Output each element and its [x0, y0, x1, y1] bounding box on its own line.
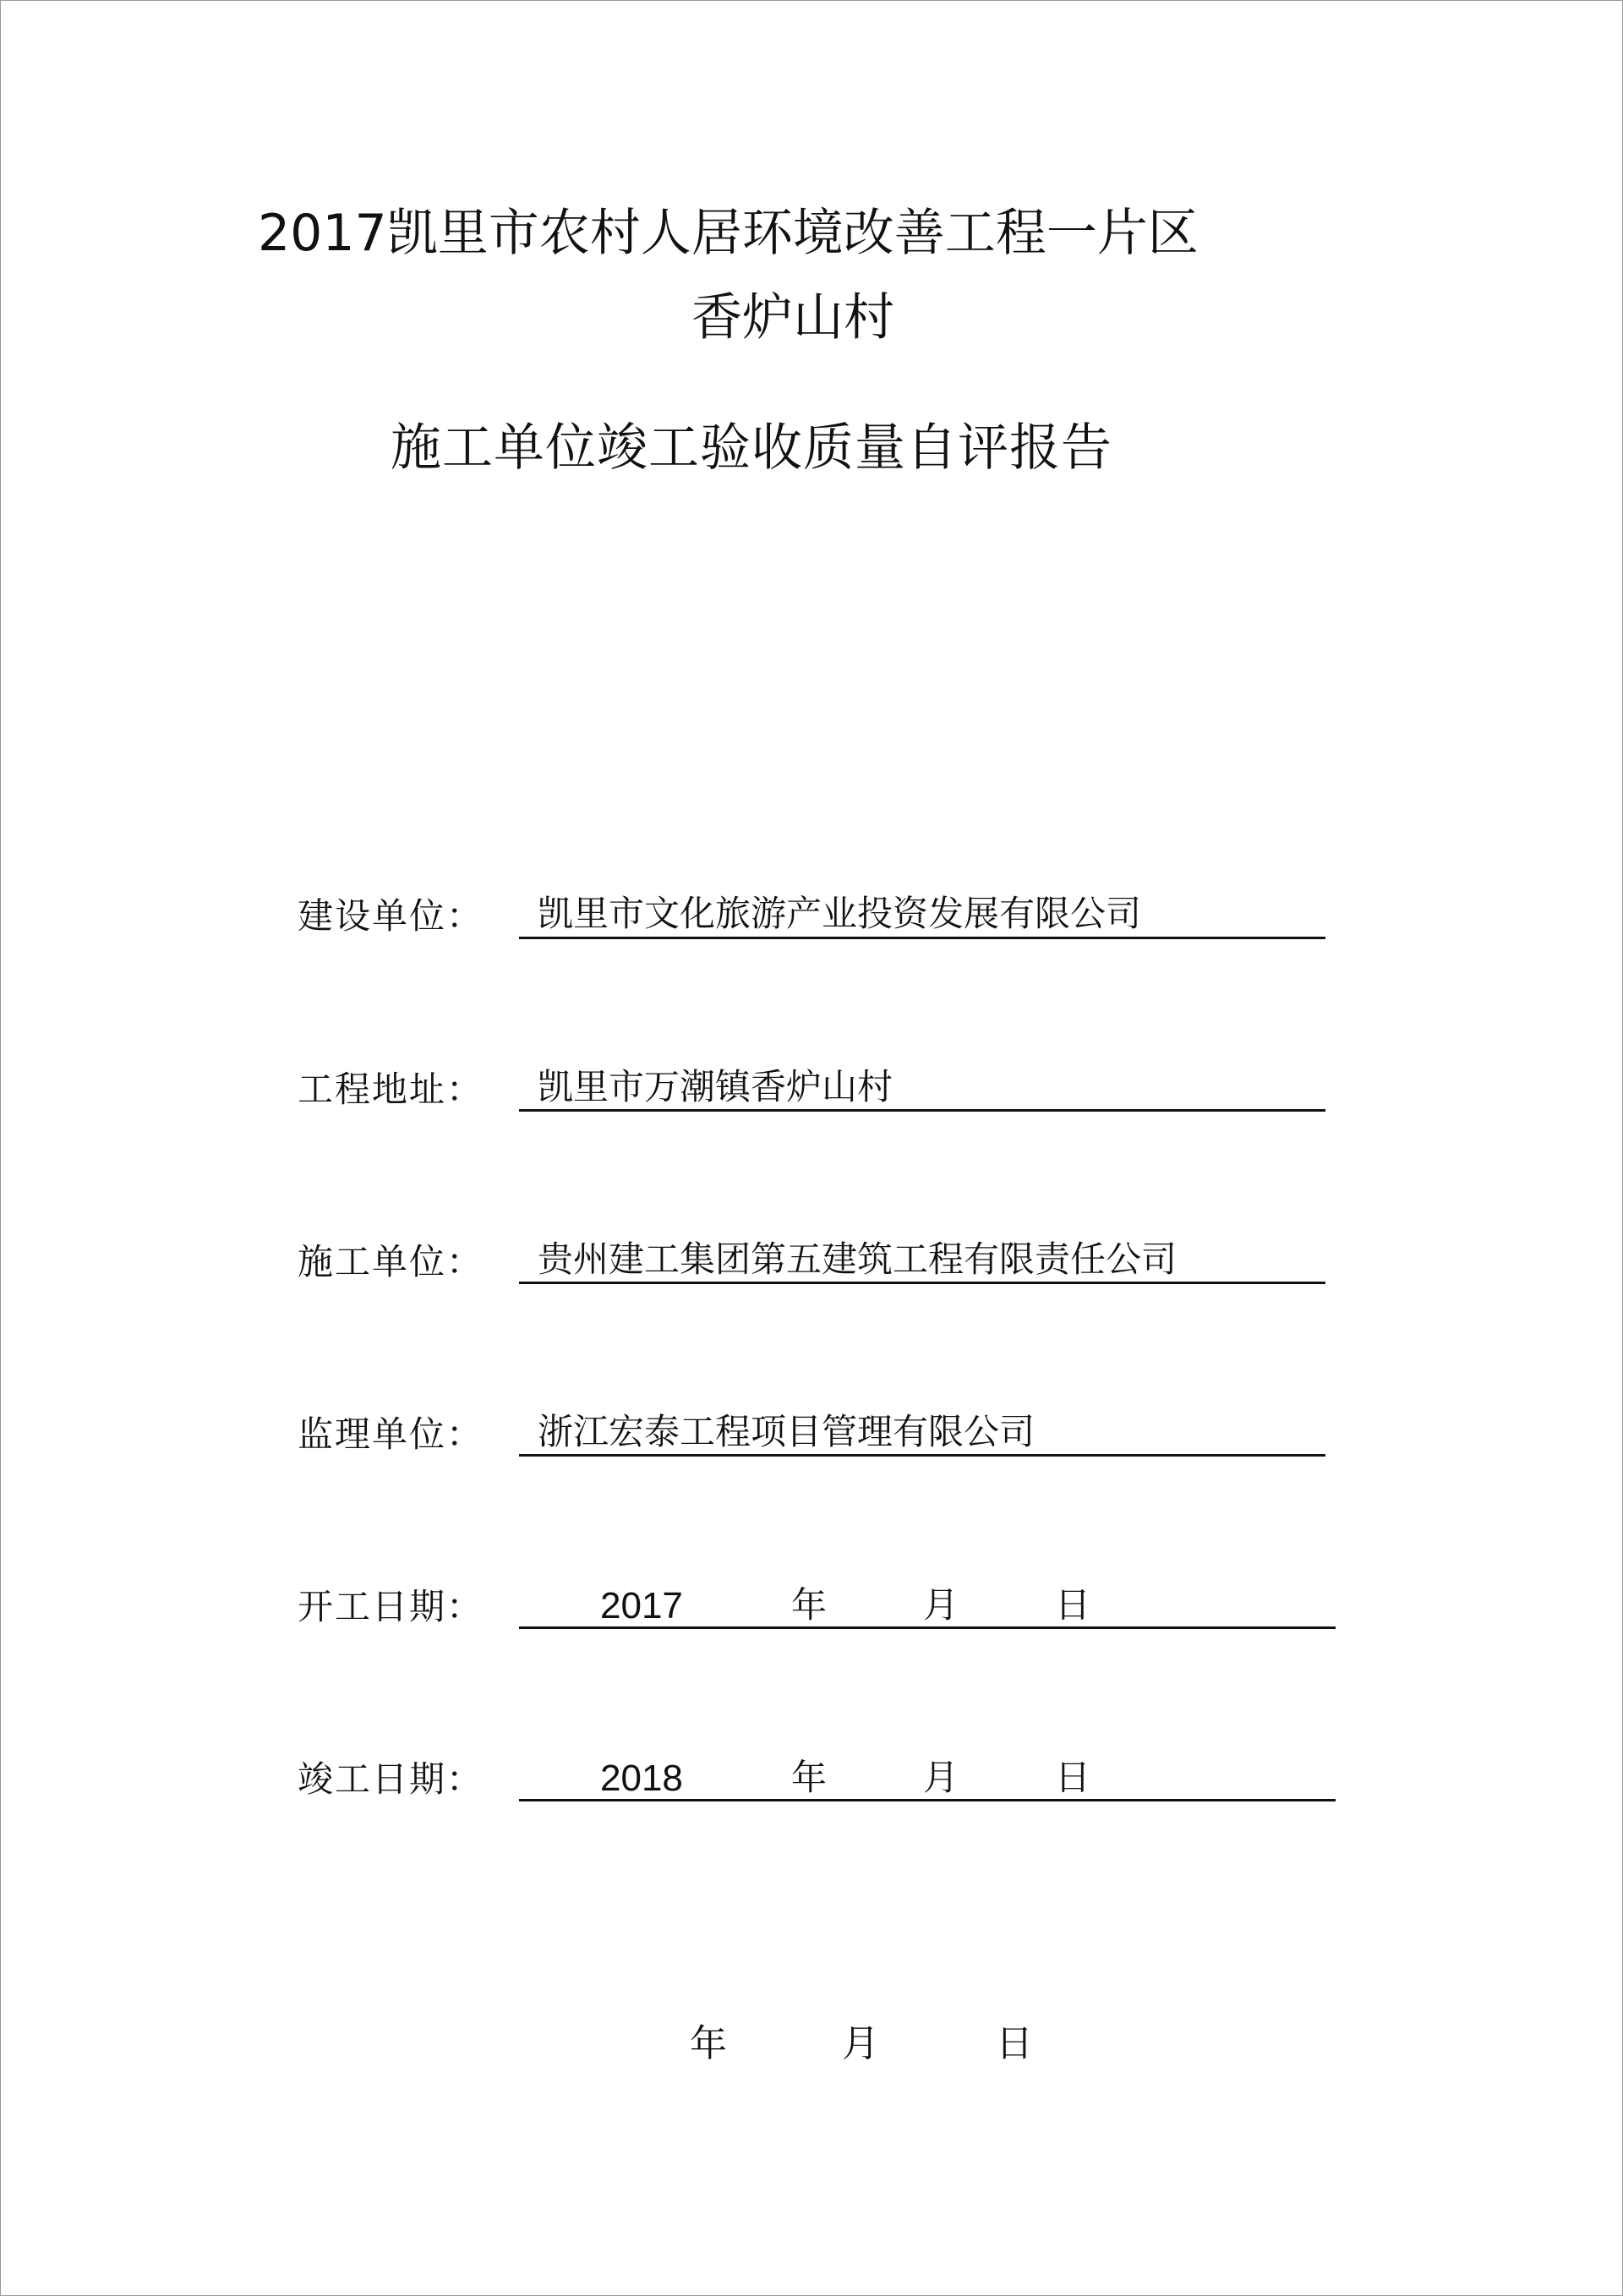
start-date-year: 2017 [600, 1585, 683, 1626]
contractor-underline [519, 1282, 1325, 1284]
supervisor-label: 监理单位： [298, 1413, 484, 1455]
end-date-underline [519, 1799, 1336, 1801]
start-date-month-unit: 月 [923, 1584, 959, 1626]
address-value: 凯里市万潮镇香炉山村 [538, 1066, 893, 1107]
supervisor-value: 浙江宏泰工程项目管理有限公司 [538, 1411, 1036, 1452]
address-underline [519, 1109, 1325, 1112]
start-date-label: 开工日期： [298, 1586, 484, 1627]
owner-value: 凯里市文化旅游产业投资发展有限公司 [538, 893, 1142, 934]
contractor-label: 施工单位： [298, 1241, 484, 1282]
start-date-year-unit: 年 [791, 1584, 828, 1626]
end-date-year: 2018 [600, 1758, 683, 1799]
footer-month-unit: 月 [842, 2022, 879, 2065]
supervisor-underline [519, 1454, 1325, 1457]
end-date-month-unit: 月 [923, 1757, 959, 1798]
owner-label: 建设单位： [298, 895, 484, 937]
report-title-line-2: 香炉山村 [691, 288, 894, 347]
end-date-label: 竣工日期： [298, 1758, 484, 1800]
address-label: 工程地址： [298, 1069, 484, 1110]
contractor-value: 贵州建工集团第五建筑工程有限责任公司 [538, 1238, 1178, 1280]
end-date-day-unit: 日 [1055, 1757, 1091, 1798]
end-date-year-unit: 年 [791, 1757, 828, 1798]
footer-year-unit: 年 [690, 2022, 727, 2065]
report-title-line-1: 2017凯里市农村人居环境改善工程一片区 [258, 204, 1199, 263]
footer-day-unit: 日 [996, 2022, 1033, 2065]
start-date-day-unit: 日 [1055, 1584, 1091, 1626]
start-date-underline [519, 1626, 1336, 1629]
owner-underline [519, 937, 1325, 939]
report-title-line-3: 施工单位竣工验收质量自评报告 [391, 418, 1112, 478]
